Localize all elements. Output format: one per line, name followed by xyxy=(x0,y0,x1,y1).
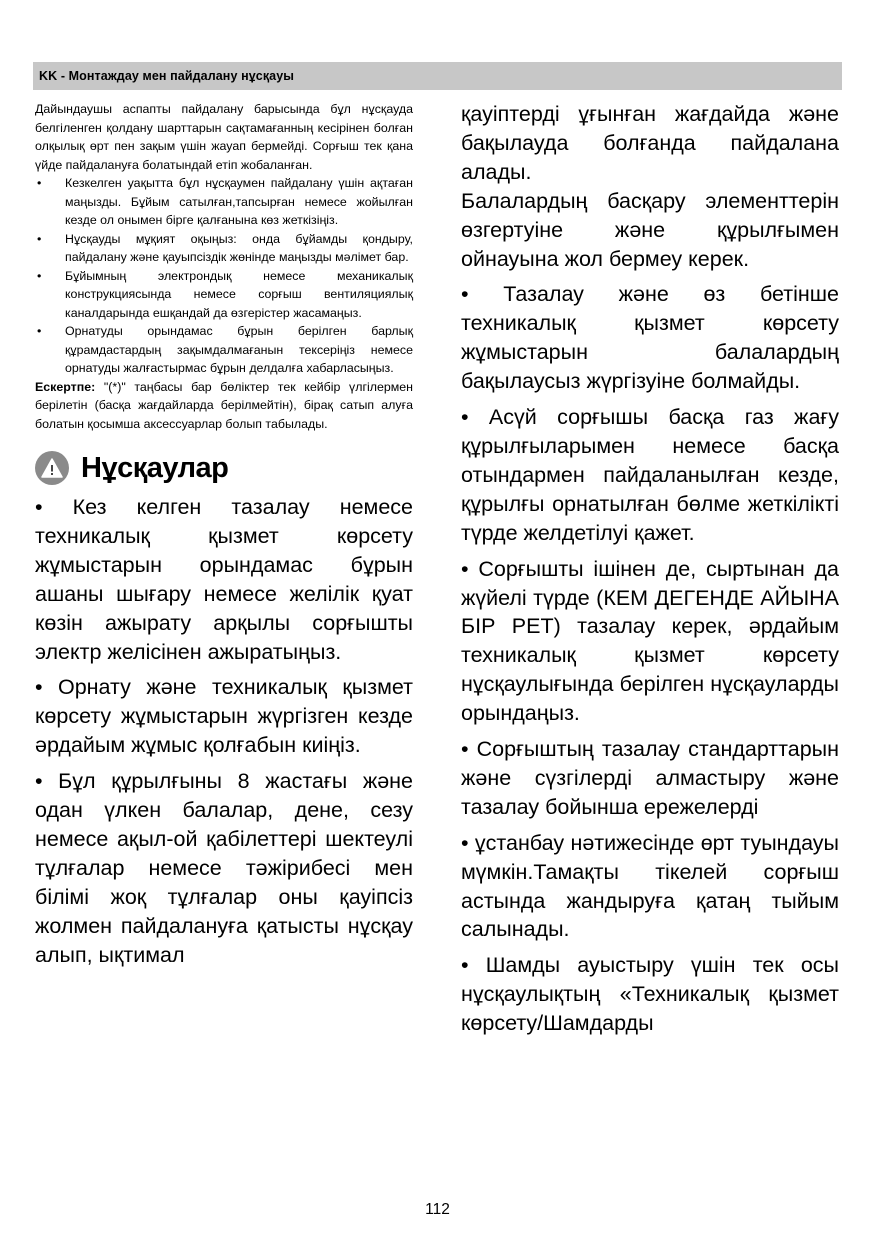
instruction-paragraph: қауіптерді ұғынған жағдайда және бақылауда болғанда пайдалана алады. xyxy=(461,102,839,184)
instruction-paragraph: Балалардың басқару элементтерін өзгертуіне және құрылғымен ойнауына жол бермеу керек. xyxy=(461,188,839,271)
page-number: 112 xyxy=(425,1201,450,1218)
warning-triangle-icon xyxy=(35,451,69,485)
instruction-paragraph: • Асүй сорғышы басқа газ жағу құрылғыларымен немесе басқа отындармен пайдаланылған кезде, құрылғы орнатылған бөлме жеткілікті түрде желдетілуі қажет. xyxy=(461,405,839,545)
note-text: "(*)" таңбасы бар бөліктер тек кейбір үлгілермен берілетін (басқа жағдайларда берілмейтін), бірақ сатып алуға болатын қосымша аксессуарлар болып табылады. xyxy=(35,379,413,431)
right-column xyxy=(461,100,839,1038)
list-item: • Бұйымның электрондық немесе механикалық конструкциясында немесе сорғыш вентиляциялық каналдарында ешқандай да өзгерістер жасамаңыз. xyxy=(37,268,413,320)
note-label: Ескертпе: xyxy=(35,379,96,394)
instruction-paragraph: • Орнату және техникалық қызмет көрсету жұмыстарын жүргізген кезде әрдайым жұмыс қолғабын киіңіз. xyxy=(35,675,413,758)
instruction-paragraph: • ұстанбау нәтижесінде өрт туындауы мүмкін.Тамақты тікелей сорғыш астында жандыруға қатаң тыйым салынады. xyxy=(461,830,839,942)
section-title: Нұсқаулар xyxy=(81,451,229,484)
instruction-paragraph: • Кез келген тазалау немесе техникалық қызмет көрсету жұмыстарын орындамас бұрын ашаны шығару немесе желілік қуат көзін ажырату арқылы сорғышты электр желісінен ажыратыңыз. xyxy=(35,495,413,664)
instruction-paragraph: • Шамды ауыстыру үшін тек осы нұсқаулықтың «Техникалық қызмет көрсету/Шамдарды xyxy=(461,953,839,1036)
left-column xyxy=(35,100,413,970)
list-item: • Кезкелген уақытта бұл нұсқаумен пайдалану үшін ақтаған маңызды. Бұйым сатылған,тапсырған немесе жойылған кезде ол онымен бірге қалғанына көз жеткізіңіз. xyxy=(37,176,413,227)
list-item: • Нұсқауды мұқият оқыңыз: онда бұйамды қондыру, пайдалану және қауыпсіздік жөнінде маңызды мәлімет бар. xyxy=(37,231,413,264)
header-title: KK - Монтаждау мен пайдалану нұсқауы xyxy=(39,69,295,83)
instruction-paragraph: • Бұл құрылғыны 8 жастағы және одан үлкен балалар, дене, сезу немесе ақыл-ой қабілеттері шектеулі тұлғалар немесе тәжірибесі мен білімі жоқ тұлғалар оны қауіпсіз жолмен пайдалануға қатысты нұсқау алып, ықтимал xyxy=(35,769,413,967)
instruction-paragraph: • Тазалау және өз бетінше техникалық қызмет көрсету жұмыстарын балалардың бақылаусыз жүргізуіне болмайды. xyxy=(461,282,839,394)
instruction-paragraph: • Сорғышты ішінен де, сыртынан да жүйелі түрде (КЕМ ДЕГЕНДЕ АЙЫНА БІР РЕТ) тазалау керек, әрдайым техникалық қызмет көрсету нұсқаулығында берілген нұсқауларды орындаңыз. xyxy=(461,556,839,726)
instruction-paragraph: • Сорғыштың тазалау стандарттарын және сүзгілерді алмастыру және тазалау бойынша ережелерді xyxy=(461,737,839,819)
intro-list xyxy=(35,174,413,378)
intro-paragraph: Дайындаушы аспапты пайдалану барысында бұл нұсқауда белгіленген қолдану шарттарын сақтамағанның кесірінен болған олқылық өрт пен зақым үшін жауап бермейді. Сорғыш тек қана үйде пайдалануға болатындай етіп жобаланған. xyxy=(35,102,413,172)
note-paragraph xyxy=(35,378,413,434)
page-header-bar xyxy=(33,62,842,90)
section-heading xyxy=(35,447,413,489)
list-item: • Орнатуды орындамас бұрын берілген барлық құрамдастардың зақымдалмағанын тексеріңіз немесе орнатуды жалғастырмас бұрын делдалға хабарласыңыз. xyxy=(37,324,413,375)
